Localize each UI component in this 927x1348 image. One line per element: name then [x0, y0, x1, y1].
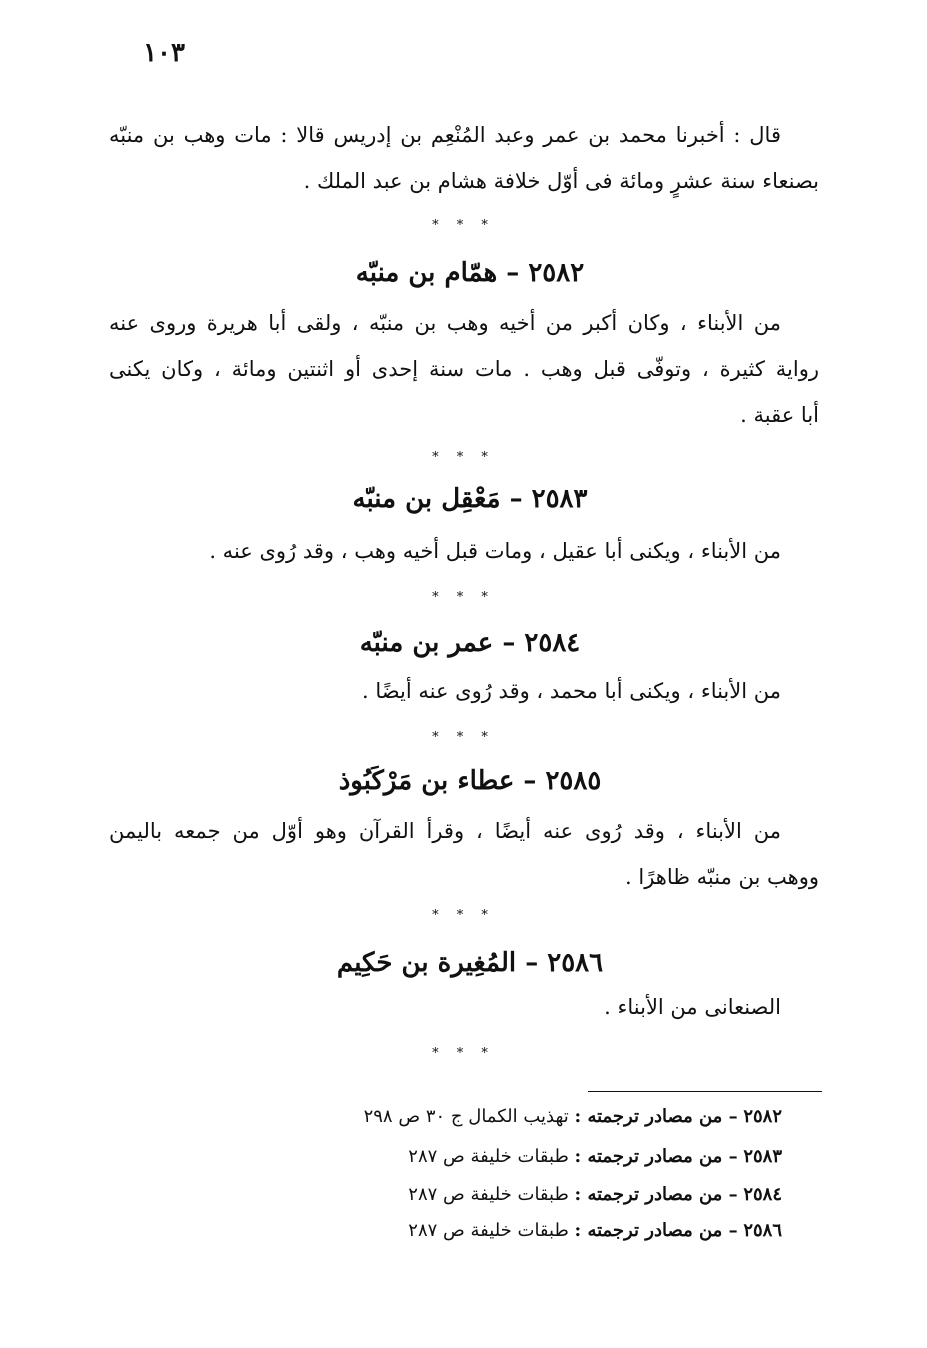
entry-heading: ٢٥٨٢ – همّام بن منبّه — [355, 258, 585, 288]
footnote-number: ٢٥٨٣ — [743, 1146, 782, 1167]
footnote-text: طبقات خليفة ص ٢٨٧ — [408, 1184, 569, 1205]
intro-line: بصنعاء سنة عشرٍ ومائة فى أوّل خلافة هشام بن عبد الملك . — [303, 169, 819, 193]
intro-paragraph — [109, 112, 819, 204]
entry-line: من الأبناء ، ويكنى أبا محمد ، وقد رُوى عنه أيضًا . — [362, 679, 781, 703]
footnote-number: ٢٥٨٤ — [743, 1184, 782, 1205]
entry-line: الصنعانى من الأبناء . — [604, 995, 781, 1019]
section-separator: * * * — [432, 1046, 495, 1061]
intro-line: قال : أخبرنا محمد بن عمر وعبد المُنْعِم بن إدريس قالا : مات وهب بن منبّه — [109, 123, 781, 147]
footnote-text: تهذيب الكمال ج ٣٠ ص ٢٩٨ — [363, 1106, 569, 1127]
section-separator: * * * — [432, 590, 495, 605]
footnote-label: – من مصادر ترجمته : — [574, 1220, 738, 1241]
entry-line: من الأبناء ، وقد رُوى عنه أيضًا ، وقرأ القرآن وهو أوّل من جمعه باليمن — [109, 819, 781, 843]
footnote-number: ٢٥٨٢ — [743, 1106, 782, 1127]
footnote-text: طبقات خليفة ص ٢٨٧ — [408, 1220, 569, 1241]
entry-heading: ٢٥٨٦ – المُغِيرة بن حَكِيم — [336, 948, 604, 978]
footnote-label: – من مصادر ترجمته : — [574, 1146, 738, 1167]
section-separator: * * * — [432, 450, 495, 465]
section-separator: * * * — [432, 908, 495, 923]
footnote-text: طبقات خليفة ص ٢٨٧ — [408, 1146, 569, 1167]
entry-heading: ٢٥٨٥ – عطاء بن مَرْكَبُوذ — [338, 766, 602, 796]
entry-body — [109, 984, 819, 1030]
footnote-label: – من مصادر ترجمته : — [574, 1106, 738, 1127]
footnote — [408, 1146, 782, 1167]
entry-line: ووهب بن منبّه ظاهرًا . — [625, 865, 819, 889]
entry-body — [109, 668, 819, 714]
section-separator: * * * — [432, 730, 495, 745]
footnote — [408, 1184, 782, 1205]
page-number: ١٠٣ — [143, 38, 185, 68]
footnote — [364, 1106, 782, 1127]
section-separator: * * * — [432, 218, 495, 233]
entry-line: أبا عقبة . — [740, 403, 819, 427]
entry-line: من الأبناء ، ويكنى أبا عقيل ، ومات قبل أخيه وهب ، وقد رُوى عنه . — [209, 539, 781, 563]
entry-body — [109, 808, 819, 900]
entry-line: رواية كثيرة ، وتوفّى قبل وهب . مات سنة إحدى أو اثنتين ومائة ، وكان يكنى — [109, 357, 819, 381]
entry-body — [109, 300, 819, 438]
entry-heading: ٢٥٨٣ – مَعْقِل بن منبّه — [352, 484, 588, 514]
entry-heading: ٢٥٨٤ – عمر بن منبّه — [359, 628, 581, 658]
footnote-number: ٢٥٨٦ — [743, 1220, 782, 1241]
footnote-label: – من مصادر ترجمته : — [574, 1184, 738, 1205]
footnote-rule — [588, 1091, 822, 1092]
entry-body — [109, 528, 819, 574]
footnote — [408, 1220, 782, 1241]
entry-line: من الأبناء ، وكان أكبر من أخيه وهب بن منبّه ، ولقى أبا هريرة وروى عنه — [109, 311, 781, 335]
